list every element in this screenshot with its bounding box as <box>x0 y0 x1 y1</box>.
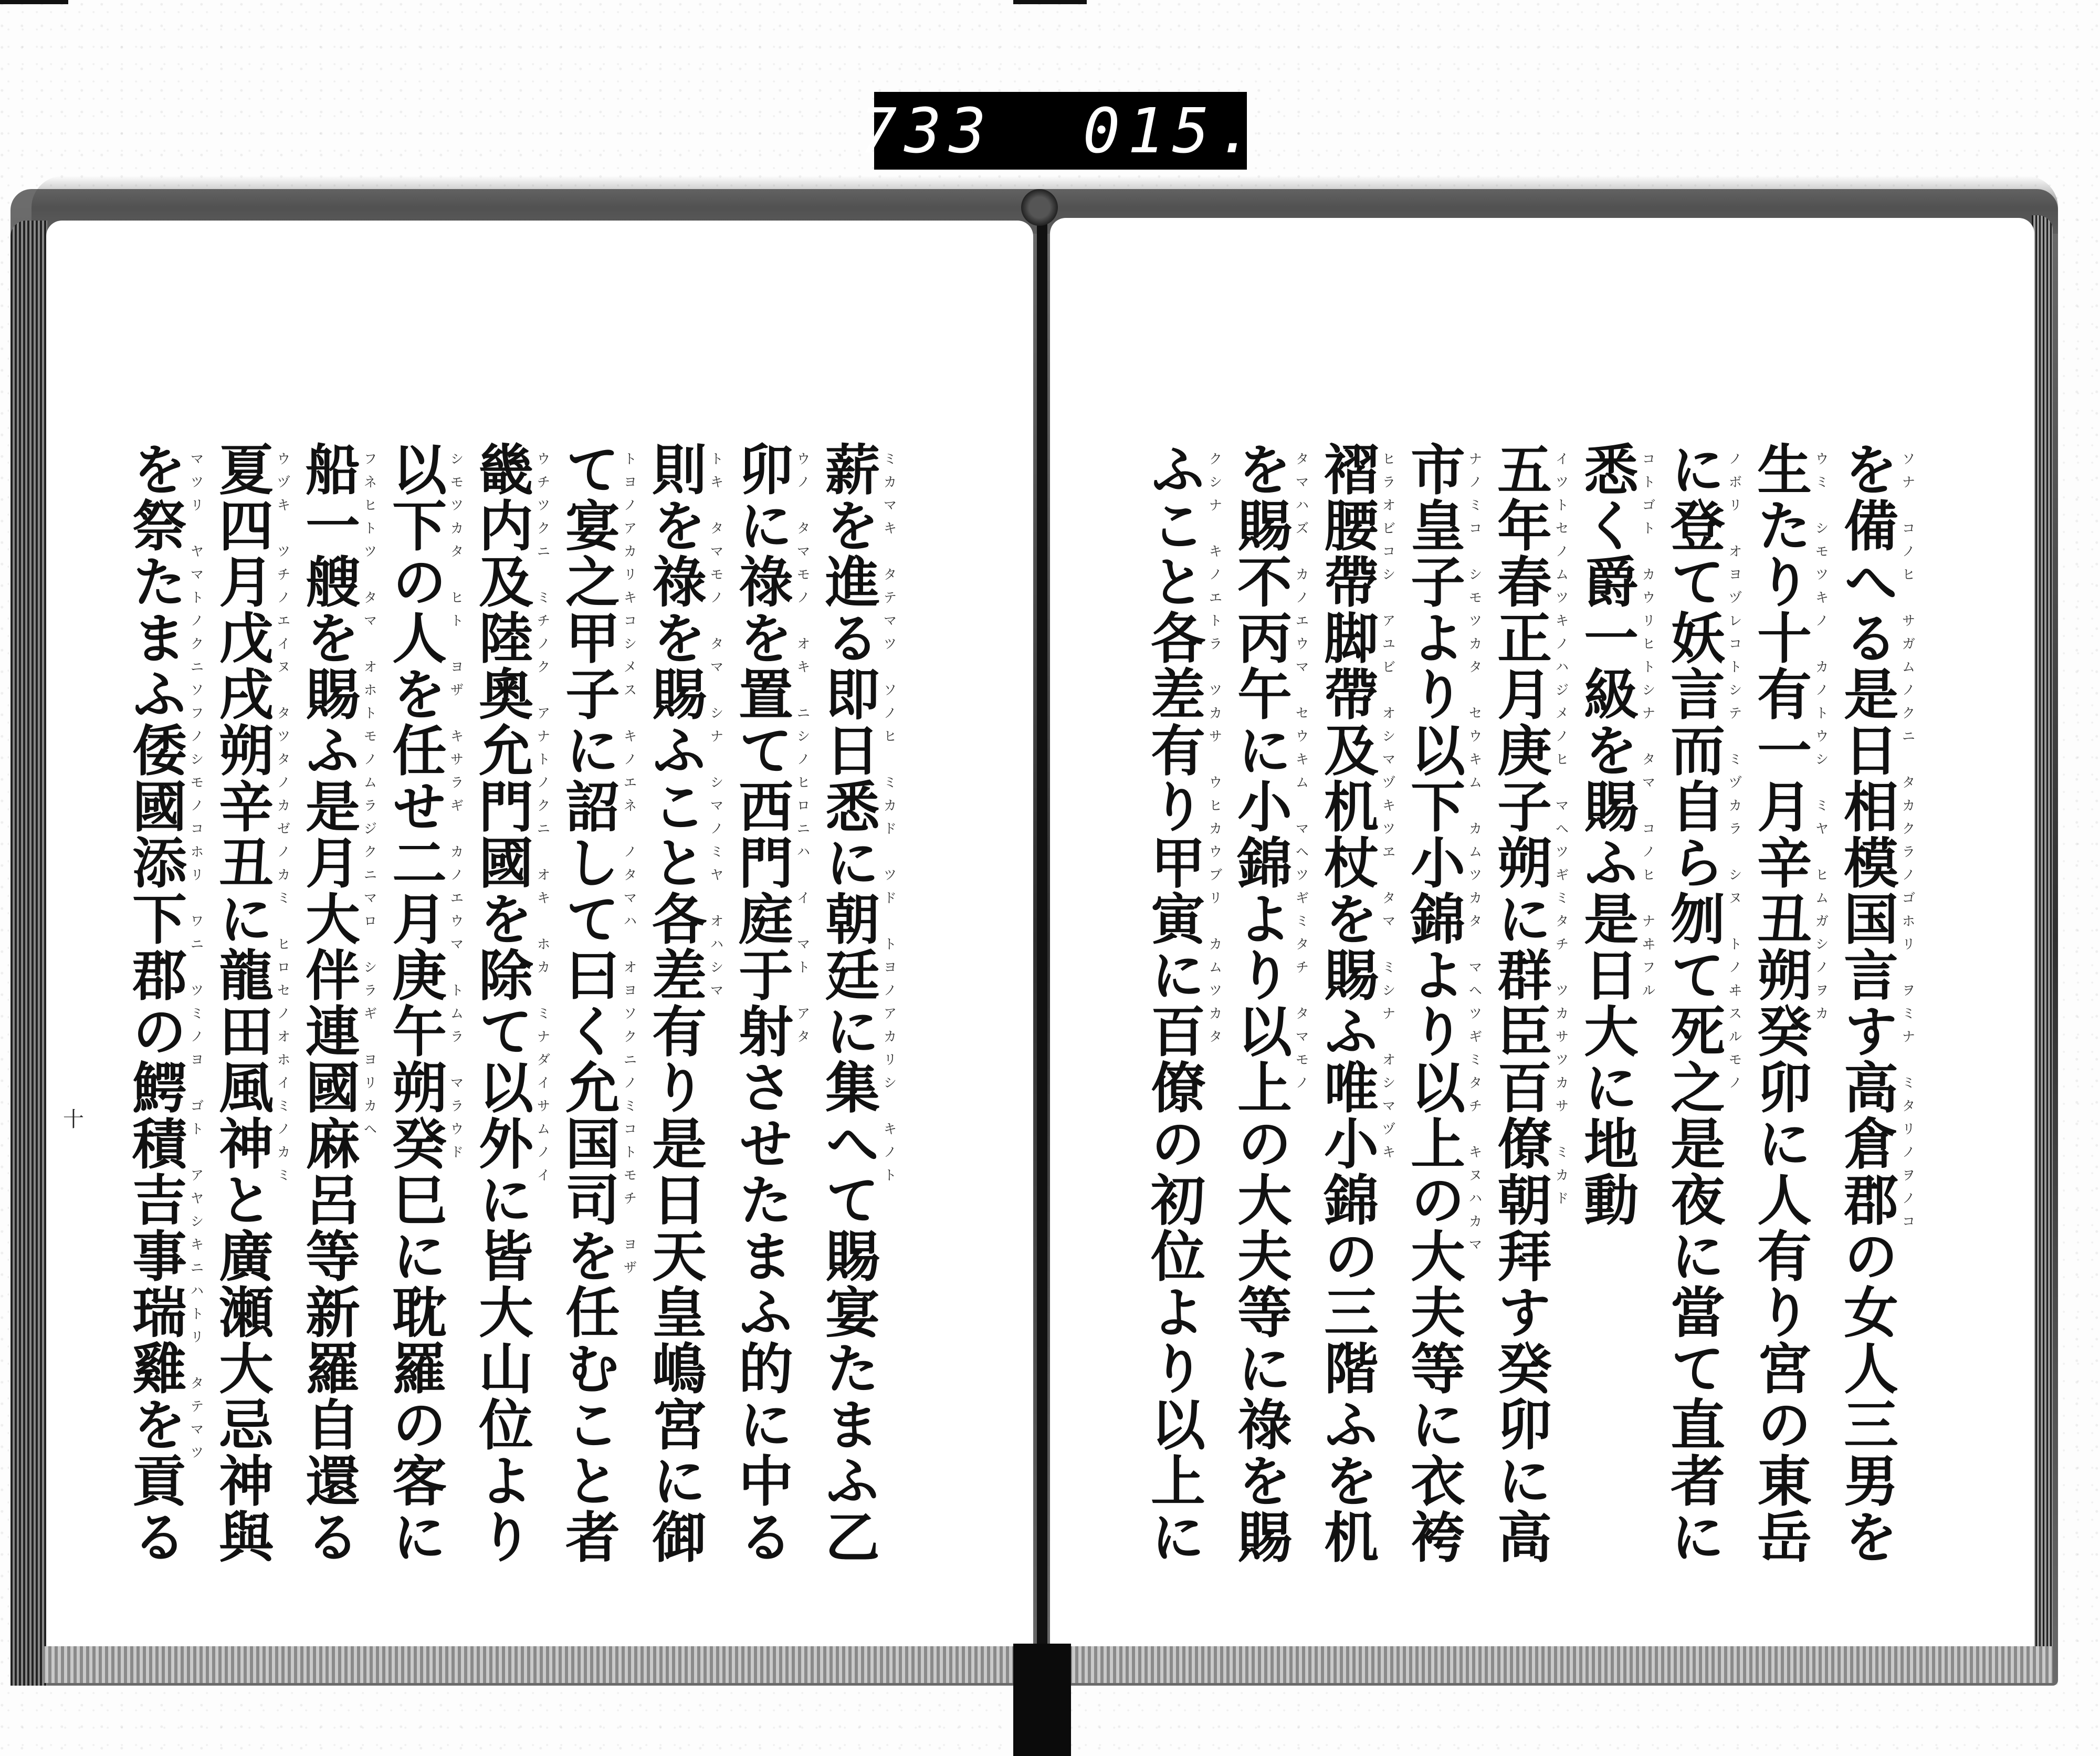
text-column: 畿内及陸奧允門國を除て以外に皆大山位より <box>469 441 534 1565</box>
furigana-column: ウノ タマモノ オキ ニシノヒロニハ イ マト アタ <box>794 452 810 1052</box>
text-column: ふこと各差有り甲寅に百僚の初位より以上に <box>1141 441 1206 1565</box>
furigana-column: ヒラオビコシ アユビ オシマヅキツヱ タマ ミシナ オシマヅキ <box>1380 452 1395 1168</box>
furigana-column: イツトセノムツキノハジメノヒ マヘツギミタチ ツカサツカサ ミカド <box>1553 452 1569 1214</box>
furigana-column: ノボリ オヨヅレコトシテ ミヅカラ シヌ トノヰスルモノ <box>1726 452 1742 1099</box>
scan-edge-mark <box>1013 0 1087 4</box>
text-column: に登て妖言而自ら刎て死之是夜に當て直者に <box>1661 441 1726 1565</box>
text-column: 薪を進る即日悉に朝廷に集へて賜宴たまふ乙 <box>816 441 880 1565</box>
gutter-shadow <box>1013 1644 1071 1756</box>
furigana-column: コトゴト カウリヒトシナ タマ コノヒ ナヰフル <box>1640 452 1655 1006</box>
text-column: を賜不丙午に小錦より以上の大夫等に祿を賜 <box>1228 441 1293 1565</box>
furigana-column: ウミ シモツキノ カノトウシ ミヤ ヒムガシノヲカ <box>1813 452 1829 1029</box>
furigana-column: ナノミコ シモツカタ セウキム カムツカタ マヘツギミタチ キヌハカマ <box>1466 452 1482 1260</box>
furigana-column: タマハズ カノエウマ セウキム マヘツギミタチ タマモノ <box>1293 452 1309 1099</box>
text-column: 卯に祿を置て西門庭于射させたまふ的に中る <box>729 441 794 1565</box>
furigana-column: トキ タマモノ タマ シナ シマノミヤ オハシマ <box>708 452 723 1006</box>
book-gutter <box>1037 207 1047 1657</box>
left-page-edges <box>10 221 47 1686</box>
frame-number-label: 733 015. <box>874 92 1247 170</box>
text-column: 五年春正月庚子朔に群臣百僚朝拜す癸卯に高 <box>1488 441 1552 1565</box>
text-column: 船一艘を賜ふ是月大伴連國麻呂等新羅自還る <box>296 441 361 1565</box>
furigana-column: ウヅキ ツチノエイヌ タツタノカゼノカミ ヒロセノオホイミノカミ <box>275 452 290 1191</box>
scan-edge-mark <box>0 0 68 4</box>
furigana-column: ウチツクニ ミチノク アナトノクニ オキ ホカ ミナダイサムノイ <box>534 452 550 1191</box>
text-column: 夏四月戊戌朔辛丑に龍田風神と廣瀬大忌神與 <box>209 441 274 1565</box>
text-column: 則を祿を賜ふこと各差有り是日天皇嶋宮に御 <box>643 441 707 1565</box>
binding-knob <box>1021 189 1058 226</box>
margin-mark: 十 <box>63 1107 84 1132</box>
text-column: 市皇子より以下小錦より以上の大夫等に衣袴 <box>1401 441 1466 1565</box>
text-column: 悉く爵一級を賜ふ是日大に地動 <box>1574 441 1639 1228</box>
text-column: 以下の人を任せ二月庚午朔癸巳に耽羅の客に <box>383 441 447 1565</box>
furigana-column: シモツカタ ヒト ヨザ キサラギ カノエウマ トムラ マラウド <box>448 452 464 1168</box>
text-column: 褶腰帶脚帶及机杖を賜ふ唯小錦の三階ふを机 <box>1315 441 1379 1565</box>
furigana-column: ソナ コノヒ サガムノクニ タカクラノゴホリ ヲミナ ミタリノヲノコ <box>1899 452 1915 1237</box>
text-column: て宴之甲子に詔して曰く允国司を任むこと者 <box>556 441 621 1565</box>
furigana-column: マツリ ヤマトノクニソフノシモノコホリ ワニ ツミノヨ ゴト アヤシキニハトリ タテマツ <box>188 452 204 1468</box>
right-page-edges <box>2032 215 2053 1654</box>
text-column: を祭たまふ倭國添下郡の鰐積吉事瑞雞を貢る <box>123 441 187 1565</box>
text-column: を備へる是日相模国言す高倉郡の女人三男を <box>1834 441 1899 1565</box>
furigana-column: クシナ キノエトラ ツカサ ウヒカウブリ カムツカタ <box>1206 452 1222 1052</box>
furigana-column: トヨノアカリキコシメス キノエネ ノタマハ オヨソクニノミコトモチ ヨザ <box>621 452 637 1283</box>
furigana-column: フネヒトツ タマ オホトモノムラジクニマロ シラギ ヨリカヘ <box>361 452 377 1145</box>
text-column: 生たり十有一月辛丑朔癸卯に人有り宮の東岳 <box>1748 441 1812 1565</box>
furigana-column: ミカマキ タテマツ ソノヒ ミカド ツド トヨノアカリシ キノト <box>881 452 897 1191</box>
